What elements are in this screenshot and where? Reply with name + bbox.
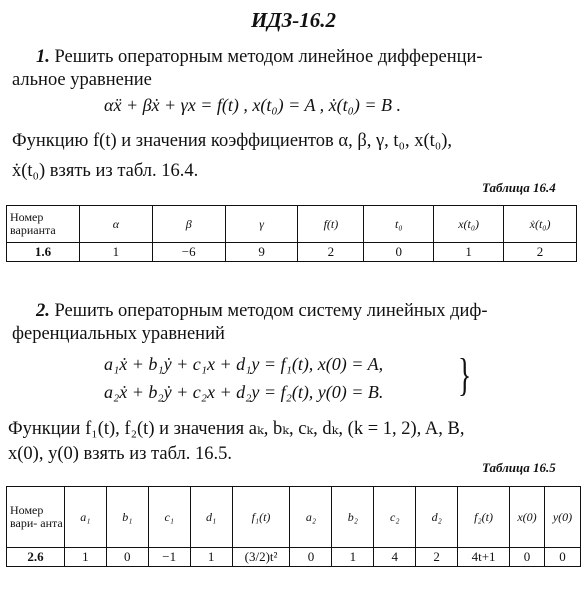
task2-text1: Функции f₁(t), f₂(t) и значения aₖ, bₖ, cₖ, dₖ, (k = 1, 2), A, B, [8, 419, 465, 439]
table2-header-d2: d₂ [416, 487, 458, 548]
table1-header-t0: t₀ [364, 206, 434, 243]
task2-line2: ференциальных уравнений [12, 324, 225, 344]
table2-header-b1: b₁ [106, 487, 148, 548]
table-16-4 [6, 205, 577, 262]
table1-header-x-t0: x(t₀) [434, 206, 504, 243]
table2-header-a2: a₂ [290, 487, 332, 548]
task1-statement: Решить операторным методом линейное дифференци- [54, 47, 483, 67]
table2-cell-variant: 2.6 [7, 548, 65, 567]
table2-header-f1: f₁(t) [232, 487, 290, 548]
table2-cell-b2: 1 [332, 548, 374, 567]
table1-cell-t0: 0 [364, 243, 434, 262]
table1-cell-beta: −6 [152, 243, 225, 262]
table2-header-c1: c₁ [148, 487, 190, 548]
table2-header-x0: x(0) [510, 487, 545, 548]
task2-statement: Решить операторным методом систему линейных диф- [54, 301, 488, 321]
table2-cell-f2: 4t+1 [458, 548, 510, 567]
table-row [7, 548, 581, 567]
table2-cell-f1: (3/2)t² [232, 548, 290, 567]
table2-cell-y0: 0 [544, 548, 580, 567]
table1-cell-x-t0: 1 [434, 243, 504, 262]
table1-header-xdot-t0: ẋ(t₀) [504, 206, 577, 243]
task1-text1: Функцию f(t) и значения коэффициентов α, β, γ, t₀, x(t₀), [12, 131, 453, 151]
table1-header-alpha: α [79, 206, 152, 243]
table1-header-variant: Номер варианта [7, 206, 80, 243]
table1-cell-alpha: 1 [79, 243, 152, 262]
table2-header-d1: d₁ [190, 487, 232, 548]
table2-header-f2: f₂(t) [458, 487, 510, 548]
system-brace: } [458, 349, 472, 400]
table2-header-variant: Номер вари- анта [7, 487, 65, 548]
table2-header-y0: y(0) [544, 487, 580, 548]
table2-header-c2: c₂ [374, 487, 416, 548]
table2-cell-c1: −1 [148, 548, 190, 567]
table2-cell-d1: 1 [190, 548, 232, 567]
table1-header-gamma: γ [225, 206, 298, 243]
task2-text2: x(0), y(0) взять из табл. 16.5. [8, 444, 233, 464]
task1-line1 [36, 46, 483, 68]
table1-caption: Таблица 16.4 [482, 180, 556, 195]
task2-number: 2. [36, 301, 50, 321]
table2-cell-d2: 2 [416, 548, 458, 567]
table2-caption: Таблица 16.5 [482, 460, 556, 475]
table2-header-row [7, 487, 581, 548]
table1-header-f: f(t) [298, 206, 364, 243]
table2-cell-x0: 0 [510, 548, 545, 567]
task1-equation: αẍ + βẋ + γx = f(t) , x(t₀) = A , ẋ(t₀) = B . [104, 95, 402, 115]
table1-cell-xdot-t0: 2 [504, 243, 577, 262]
task1-number: 1. [36, 47, 50, 67]
table-row [7, 243, 577, 262]
table2-header-b2: b₂ [332, 487, 374, 548]
table1-header-beta: β [152, 206, 225, 243]
table2-cell-a2: 0 [290, 548, 332, 567]
table-16-5 [6, 486, 581, 567]
page-title: ИДЗ-16.2 [250, 8, 337, 32]
table2-cell-b1: 0 [106, 548, 148, 567]
table2-cell-c2: 4 [374, 548, 416, 567]
table2-cell-a1: 1 [64, 548, 106, 567]
table1-cell-f: 2 [298, 243, 364, 262]
table2-header-a1: a₁ [64, 487, 106, 548]
table1-header-row [7, 206, 577, 243]
task2-eq1: a₁ẋ + b₁ẏ + c₁x + d₁y = f₁(t), x(0) = A, [104, 354, 384, 374]
table1-cell-gamma: 9 [225, 243, 298, 262]
task2-eq2: a₂ẋ + b₂ẏ + c₂x + d₂y = f₂(t), y(0) = B. [104, 382, 384, 402]
task1-line2: альное уравнение [12, 70, 152, 90]
task2-line1 [36, 300, 488, 322]
task1-text2: ẋ(t₀) взять из табл. 16.4. [12, 161, 199, 181]
table1-cell-variant: 1.6 [7, 243, 80, 262]
